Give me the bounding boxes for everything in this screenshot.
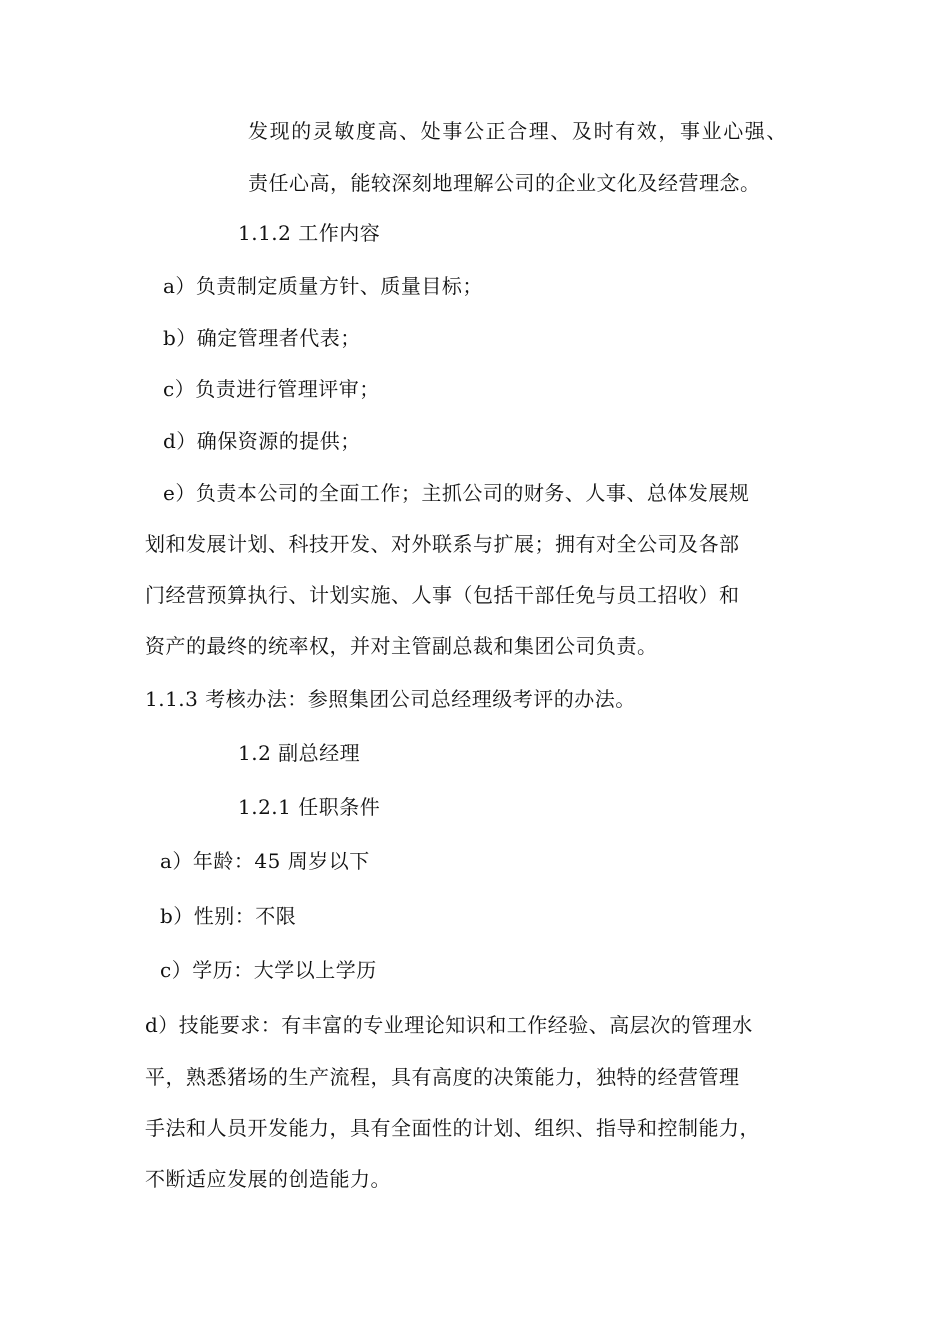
list-item: b）性别：不限 bbox=[160, 904, 297, 928]
text-line: 手法和人员开发能力，具有全面性的计划、组织、指导和控制能力， bbox=[145, 1116, 760, 1140]
list-item: c）学历：大学以上学历 bbox=[160, 958, 377, 982]
list-item: a）年龄：45 周岁以下 bbox=[160, 849, 370, 873]
list-item: c）负责进行管理评审； bbox=[163, 377, 380, 401]
section-heading: 1.1.3 考核办法：参照集团公司总经理级考评的办法。 bbox=[145, 687, 636, 711]
section-heading: 1.2 副总经理 bbox=[238, 741, 361, 765]
list-item: a）负责制定质量方针、质量目标； bbox=[163, 274, 483, 298]
list-item: d）技能要求：有丰富的专业理论知识和工作经验、高层次的管理水 bbox=[145, 1013, 753, 1037]
text-line: 发现的灵敏度高、处事公正合理、及时有效，事业心强、 bbox=[248, 119, 788, 143]
text-line: 不断适应发展的创造能力。 bbox=[145, 1167, 391, 1191]
section-heading: 1.2.1 任职条件 bbox=[238, 795, 381, 819]
text-line: 责任心高，能较深刻地理解公司的企业文化及经营理念。 bbox=[248, 171, 761, 195]
list-item: d）确保资源的提供； bbox=[163, 429, 361, 453]
text-line: 资产的最终的统率权，并对主管副总裁和集团公司负责。 bbox=[145, 634, 658, 658]
text-line: 平，熟悉猪场的生产流程，具有高度的决策能力，独特的经营管理 bbox=[145, 1065, 740, 1089]
text-line: 划和发展计划、科技开发、对外联系与扩展；拥有对全公司及各部 bbox=[145, 532, 740, 556]
list-item: e）负责本公司的全面工作；主抓公司的财务、人事、总体发展规 bbox=[163, 481, 750, 505]
list-item: b）确定管理者代表； bbox=[163, 326, 361, 350]
text-line: 门经营预算执行、计划实施、人事（包括干部任免与员工招收）和 bbox=[145, 583, 740, 607]
section-heading: 1.1.2 工作内容 bbox=[238, 221, 381, 245]
